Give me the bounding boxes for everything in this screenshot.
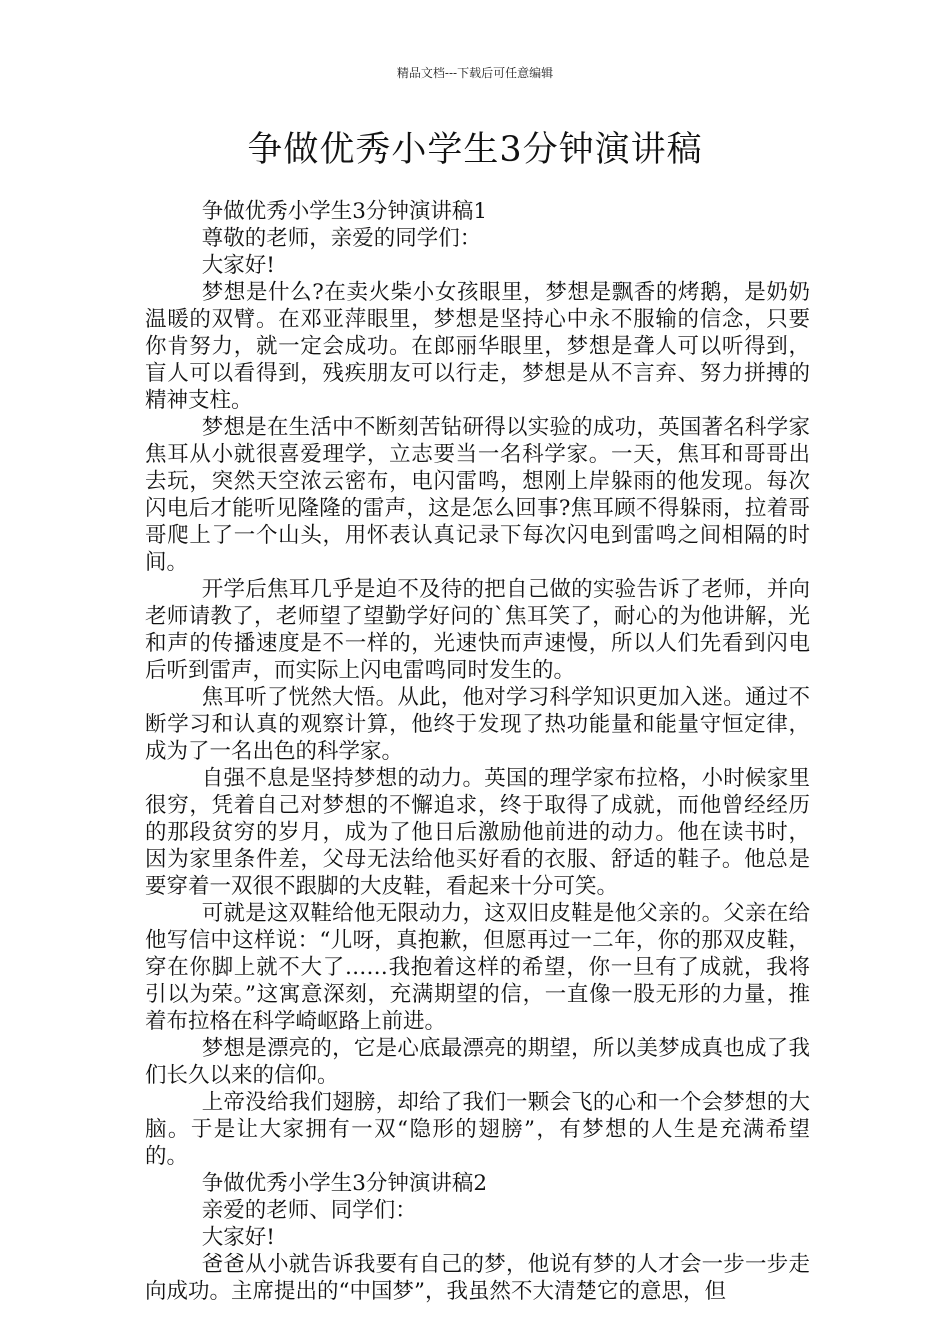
paragraph: 尊敬的老师，亲爱的同学们：	[201, 226, 482, 251]
paragraph: 大家好!	[201, 1225, 275, 1250]
paragraph: 梦想是漂亮的，它是心底最漂亮的期望，所以美梦成真也成了我们长久以来的信仰。	[145, 1036, 810, 1088]
document-title: 争做优秀小学生3分钟演讲稿	[247, 130, 703, 170]
document-body	[145, 198, 810, 1305]
paragraph: 可就是这双鞋给他无限动力，这双旧皮鞋是他父亲的。父亲在给他写信中这样说：“儿呀，真抱歉，但愿再过一二年，你的那双皮鞋，穿在你脚上就不大了……我抱着这样的希望，你一旦有了成就，我将引以为荣。”这寓意深刻，充满期望的信，一直像一股无形的力量，推着布拉格在科学崎岖路上前进。	[145, 901, 810, 1034]
paragraph: 开学后焦耳几乎是迫不及待的把自己做的实验告诉了老师，并向老师请教了，老师望了望勤学好问的`焦耳笑了，耐心的为他讲解，光和声的传播速度是不一样的，光速快而声速慢，所以人们先看到闪电后听到雷声，而实际上闪电雷鸣同时发生的。	[145, 577, 810, 683]
paragraph: 大家好!	[201, 253, 275, 278]
paragraph: 自强不息是坚持梦想的动力。英国的理学家布拉格，小时候家里很穷，凭着自己对梦想的不懈追求，终于取得了成就，而他曾经经历的那段贫穷的岁月，成为了他日后激励他前进的动力。他在读书时，因为家里条件差，父母无法给他买好看的衣服、舒适的鞋子。他总是要穿着一双很不跟脚的大皮鞋，看起来十分可笑。	[145, 766, 810, 899]
paragraph: 上帝没给我们翅膀，却给了我们一颗会飞的心和一个会梦想的大脑。于是让大家拥有一双“隐形的翅膀”，有梦想的人生是充满希望的。	[145, 1090, 810, 1169]
paragraph: 梦想是在生活中不断刻苦钻研得以实验的成功，英国著名科学家焦耳从小就很喜爱理学，立志要当一名科学家。一天，焦耳和哥哥出去玩，突然天空浓云密布，电闪雷鸣，想刚上岸躲雨的他发现。每次闪电后才能听见隆隆的雷声，这是怎么回事?焦耳顾不得躲雨，拉着哥哥爬上了一个山头，用怀表认真记录下每次闪电到雷鸣之间相隔的时间。	[145, 415, 810, 575]
paragraph: 争做优秀小学生3分钟演讲稿2	[201, 1171, 488, 1196]
paragraph: 爸爸从小就告诉我要有自己的梦，他说有梦的人才会一步一步走向成功。主席提出的“中国梦”，我虽然不大清楚它的意思，但	[145, 1252, 810, 1304]
paragraph: 争做优秀小学生3分钟演讲稿1	[201, 199, 488, 224]
paragraph: 梦想是什么?在卖火柴小女孩眼里，梦想是飘香的烤鹅，是奶奶温暖的双臂。在邓亚萍眼里，梦想是坚持心中永不服输的信念，只要你肯努力，就一定会成功。在郎丽华眼里，梦想是聋人可以听得到，盲人可以看得到，残疾朋友可以行走，梦想是从不言弃、努力拼搏的精神支柱。	[145, 280, 810, 413]
paragraph: 亲爱的老师、同学们：	[201, 1198, 417, 1223]
header-note: 精品文档---下载后可任意编辑	[396, 66, 554, 80]
paragraph: 焦耳听了恍然大悟。从此，他对学习科学知识更加入迷。通过不断学习和认真的观察计算，他终于发现了热功能量和能量守恒定律，成为了一名出色的科学家。	[145, 685, 810, 764]
